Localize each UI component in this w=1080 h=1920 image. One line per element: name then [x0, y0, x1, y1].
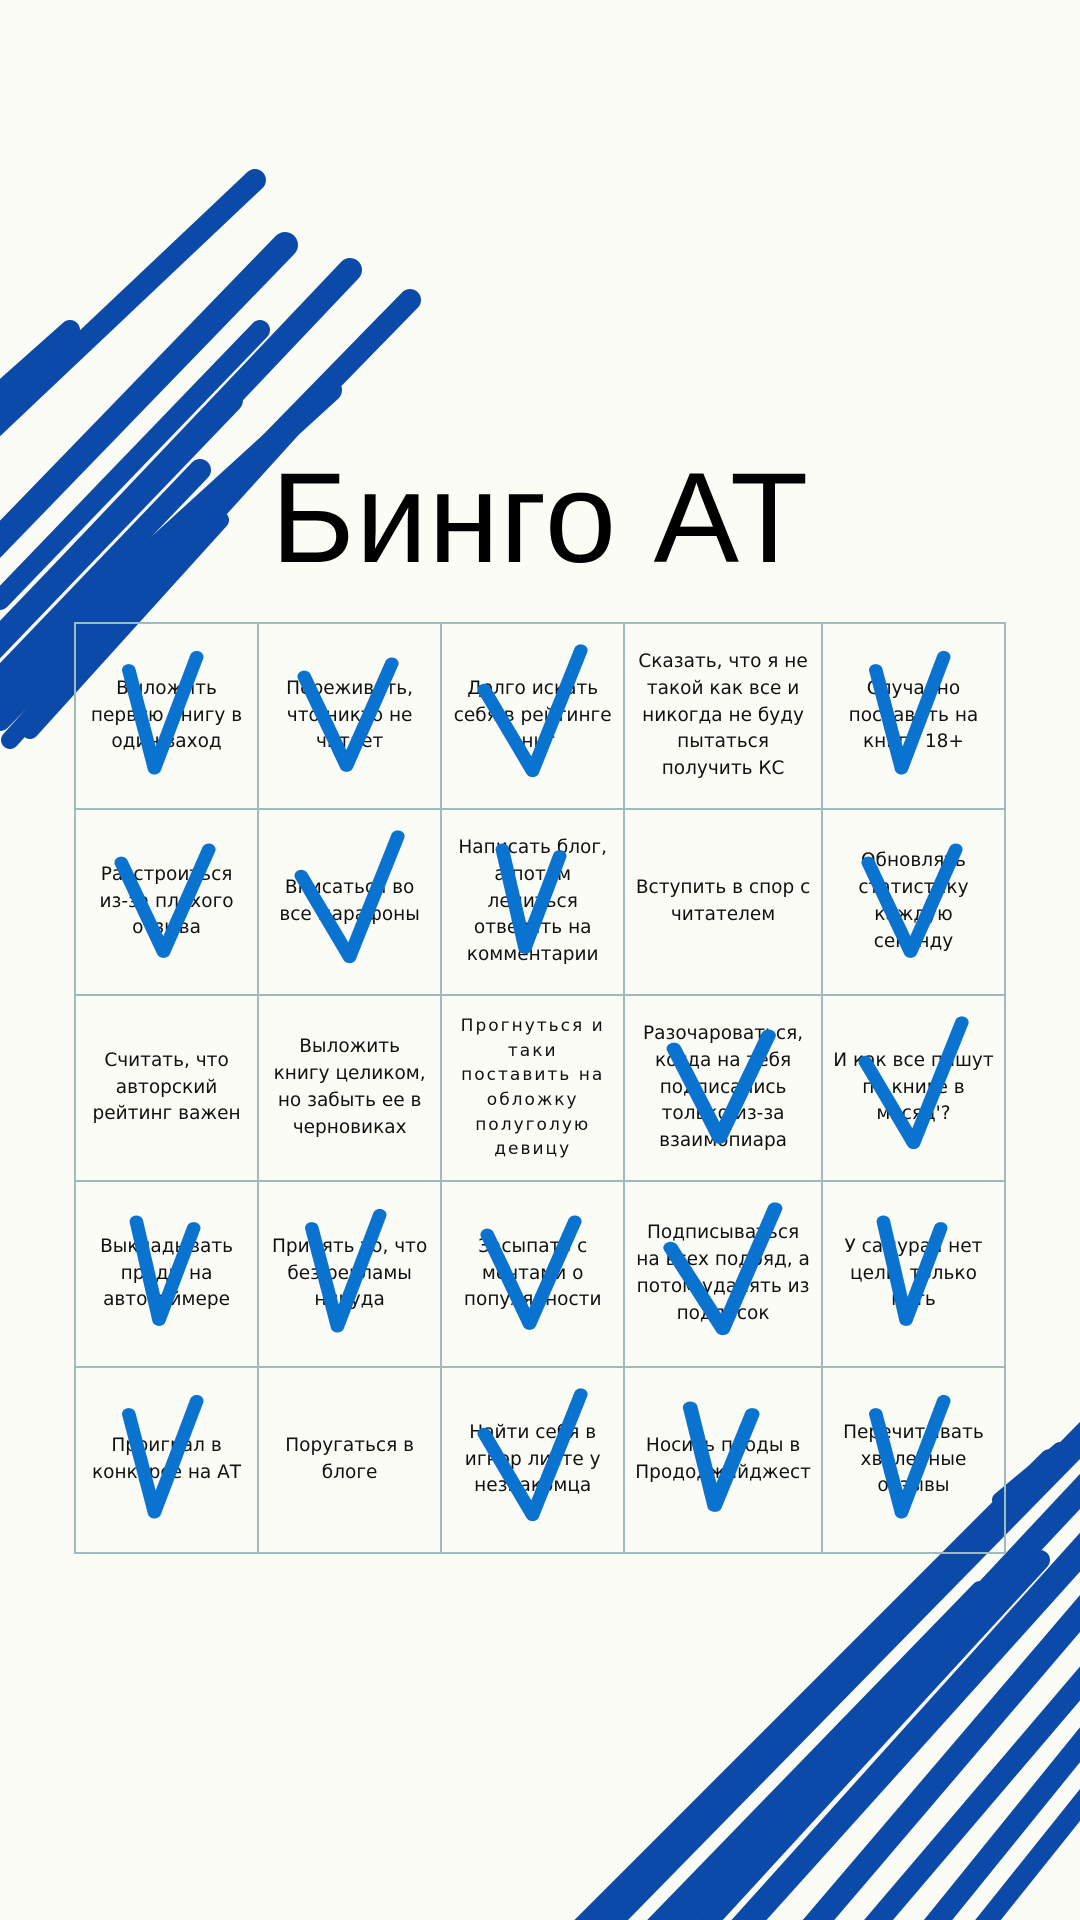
bingo-cell[interactable] [822, 623, 1005, 809]
bingo-cell[interactable] [441, 1367, 624, 1553]
bingo-cell[interactable] [258, 1181, 441, 1367]
bingo-grid [74, 622, 1006, 1554]
bingo-cell[interactable] [258, 623, 441, 809]
bingo-cell-text: Перечитывать хвалебные отзывы [843, 1421, 984, 1497]
bingo-cell-text: Поругаться в блоге [285, 1435, 414, 1483]
bingo-cell-text: Долго искать себя в рейтинге книг [453, 677, 612, 753]
bingo-cell[interactable] [75, 623, 258, 809]
bingo-cell[interactable] [441, 995, 624, 1181]
bingo-cell[interactable] [822, 995, 1005, 1181]
bingo-cell[interactable] [258, 809, 441, 995]
bingo-cell[interactable] [75, 809, 258, 995]
bingo-cell-text: Вступить в спор с читателем [635, 877, 811, 925]
bingo-cell[interactable] [441, 809, 624, 995]
bingo-cell[interactable] [624, 1367, 822, 1553]
bingo-cell[interactable] [624, 623, 822, 809]
bingo-cell-text: Выложить первую книгу в один заход [90, 677, 243, 753]
bingo-cell-text: Расстроиться из-за плохого отзыва [99, 863, 234, 939]
bingo-cell-text: Разочароваться, когда на тебя подписались только из-за взаимопиара [643, 1022, 804, 1152]
bingo-cell-text: Выложить книгу целиком, но забыть ее в черновиках [273, 1036, 426, 1138]
bingo-cell-text: Носить проды в Прододжайджест [635, 1435, 811, 1483]
bingo-cell-text: Принять то, что без рекламы никуда [271, 1235, 428, 1311]
bingo-cell[interactable] [822, 1181, 1005, 1367]
bingo-cell-text: Найти себя в игнор листе у незнакомца [464, 1421, 601, 1497]
bingo-cell[interactable] [75, 995, 258, 1181]
bingo-cell[interactable] [822, 1367, 1005, 1553]
bingo-cell-text: Считать, что авторский рейтинг важен [92, 1049, 241, 1125]
bingo-cell[interactable] [75, 1367, 258, 1553]
bingo-cell[interactable] [624, 995, 822, 1181]
bingo-cell[interactable] [441, 1181, 624, 1367]
bingo-cell-text: Засыпать с мечтами о популярности [463, 1235, 602, 1311]
bingo-cell[interactable] [624, 809, 822, 995]
bingo-cell-text: Проиграл в конкурсе на АТ [91, 1435, 242, 1483]
bingo-cell[interactable] [441, 623, 624, 809]
page-title: Бинго АТ [270, 447, 810, 590]
bingo-cell-text: Вписаться во все марафоны [279, 877, 420, 925]
bingo-cell[interactable] [75, 1181, 258, 1367]
bingo-cell[interactable] [258, 1367, 441, 1553]
bingo-cell[interactable] [624, 1181, 822, 1367]
bingo-cell-text: Сказать, что я не такой как все и никогда не буду пытаться получить КС [638, 650, 808, 780]
bingo-cell-text: Написать блог, а потом лениться отвечать на комментарии [458, 836, 607, 966]
bingo-cell-text: Случайно поставить на книгу 18+ [848, 677, 979, 753]
bingo-cell-text: Обновлять статистику каждую секунду [858, 850, 969, 952]
bingo-cell-text: И как все пишут по книге в месяц'? [833, 1049, 994, 1125]
bingo-cell-text: Переживать, что никто не читает [286, 677, 414, 753]
bingo-cell[interactable] [258, 995, 441, 1181]
bingo-cell-text: Подписываться на всех подряд, а потом удалять из подписок [636, 1222, 810, 1324]
bingo-cell-text: Прогнуться и таки поставить на обложку полуголую девицу [460, 1016, 605, 1160]
bingo-cell-text: Выкладывать проды на автотаймере [100, 1235, 234, 1311]
bingo-cell-text: У самурая нет цели, только путь [844, 1235, 983, 1311]
bingo-cell[interactable] [822, 809, 1005, 995]
